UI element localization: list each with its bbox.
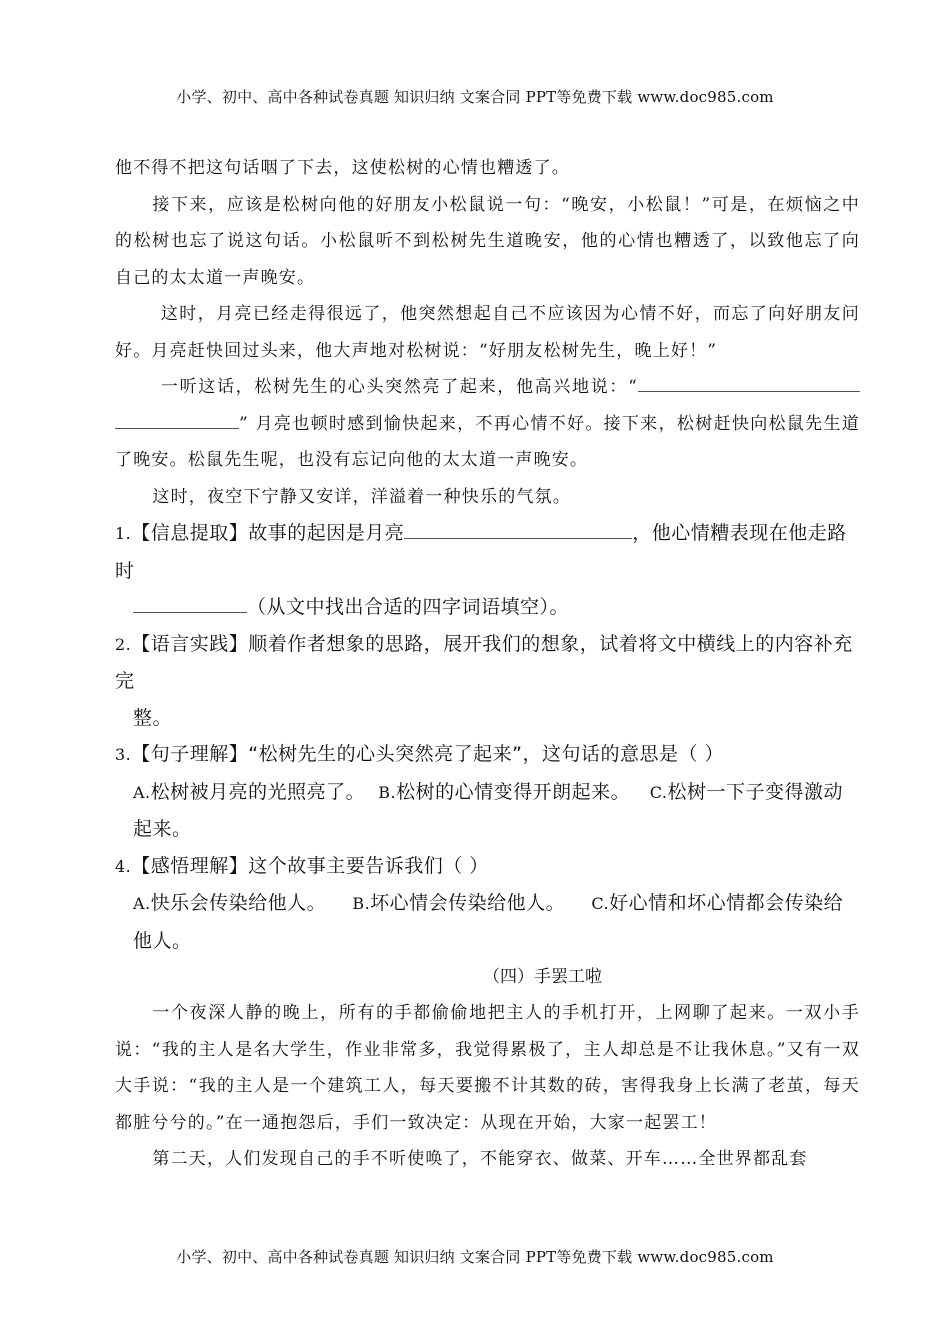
question-1-number: 1. bbox=[115, 524, 132, 543]
page-footer: 小学、初中、高中各种试卷真题 知识归纳 文案合同 PPT等免费下载 www.doc985.com bbox=[176, 1248, 774, 1266]
question-4-text: 【感悟理解】这个故事主要告诉我们（ ） bbox=[131, 854, 489, 877]
option-a-letter: A. bbox=[133, 782, 151, 802]
question-3-option-a[interactable]: 松树被月亮的光照亮了。 bbox=[150, 780, 366, 803]
question-4-option-b[interactable]: 坏心情会传染给他人。 bbox=[370, 892, 566, 914]
option-a-letter: A. bbox=[133, 894, 151, 913]
option-c-letter: C. bbox=[591, 894, 610, 913]
section-title: （四）手罢工啦 bbox=[483, 967, 602, 987]
fill-blank-continued[interactable] bbox=[115, 410, 239, 429]
question-2 bbox=[115, 626, 860, 700]
option-b-letter: B. bbox=[378, 782, 397, 802]
question-3-text: 【句子理解】“松树先生的心头突然亮了起来”，这句话的意思是（ ） bbox=[131, 743, 724, 765]
question-3-option-c[interactable]: 松树一下子变得激动起来。 bbox=[133, 780, 844, 840]
question-1-blank-2[interactable] bbox=[133, 594, 247, 613]
question-4-option-c[interactable]: 好心情和坏心情都会传染给他人。 bbox=[133, 892, 844, 952]
story-paragraph-4-end: ” 月亮也顿时感到愉快起来，不再心情不好。接下来，松树赶快向松鼠先生道了晚安。松鼠先生呢，也没有忘记向他的太太道一声晚安。 bbox=[115, 413, 860, 470]
document-body bbox=[115, 150, 860, 1178]
question-1-text-c: （从文中找出合适的四字词语填空）。 bbox=[247, 596, 570, 618]
story-paragraph-3: 这时，月亮已经走得很远了，他突然想起自己不应该因为心情不好，而忘了向好朋友问好。月亮赶快回过头来，他大声地对松树说：“好朋友松树先生，晚上好！” bbox=[115, 304, 860, 361]
question-1-blank-1[interactable] bbox=[404, 520, 632, 539]
story-paragraph-1: 他不得不把这句话咽了下去，这使松树的心情也糟透了。 bbox=[115, 158, 570, 178]
question-3 bbox=[115, 736, 860, 774]
question-4-options bbox=[115, 885, 860, 959]
story-paragraph-4 bbox=[115, 369, 860, 479]
question-4-number: 4. bbox=[115, 856, 132, 876]
question-3-number: 3. bbox=[115, 745, 132, 764]
section-paragraph-2: 第二天，人们发现自己的手不听使唤了，不能穿衣、做菜、开车……全世界都乱套 bbox=[152, 1149, 808, 1169]
story-paragraph-4-start: 一听这话，松树先生的心头突然亮了起来，他高兴地说：“ bbox=[160, 377, 638, 397]
question-4 bbox=[115, 848, 860, 886]
question-2-line-2: 整。 bbox=[133, 706, 173, 729]
question-1-text-b: ，他心情糟表现在他走路时 bbox=[115, 522, 847, 582]
story-paragraph-2: 接下来，应该是松树向他的好朋友小松鼠说一句：“晚安，小松鼠！”可是，在烦恼之中的松树也忘了说这句话。小松鼠听不到松树先生道晚安，他的心情也糟透了，以致他忘了向自己的太太道一声晚安。 bbox=[115, 194, 860, 288]
question-3-option-b[interactable]: 松树的心情变得开朗起来。 bbox=[396, 780, 631, 803]
option-b-letter: B. bbox=[352, 894, 371, 913]
question-2-number: 2. bbox=[115, 634, 132, 654]
question-1 bbox=[115, 515, 860, 589]
story-paragraph-5: 这时，夜空下宁静又安详，洋溢着一种快乐的气氛。 bbox=[152, 486, 571, 507]
section-paragraph-1: 一个夜深人静的晚上，所有的手都偷偷地把主人的手机打开，上网聊了起来。一双小手说：“我的主人是名大学生，作业非常多，我觉得累极了，主人却总是不让我休息。”又有一双大手说：“我的主人是一个建筑工人，每天要搬不计其数的砖，害得我身上长满了老茧，每天都脏兮兮的。”在一通抱怨后，手们一致决定：从现在开始，大家一起罢工！ bbox=[115, 1003, 860, 1133]
question-3-options bbox=[115, 774, 860, 848]
question-4-option-a[interactable]: 快乐会传染给他人。 bbox=[150, 892, 327, 914]
question-1-line-2 bbox=[115, 589, 860, 626]
fill-blank-long[interactable] bbox=[638, 373, 860, 392]
question-1-text-a: 【信息提取】故事的起因是月亮 bbox=[131, 522, 405, 544]
question-2-text-a: 【语言实践】顺着作者想象的思路，展开我们的想象，试着将文中横线上的内容补充完 bbox=[115, 632, 853, 692]
option-c-letter: C. bbox=[649, 782, 668, 802]
page-header: 小学、初中、高中各种试卷真题 知识归纳 文案合同 PPT等免费下载 www.doc985.com bbox=[176, 88, 774, 106]
